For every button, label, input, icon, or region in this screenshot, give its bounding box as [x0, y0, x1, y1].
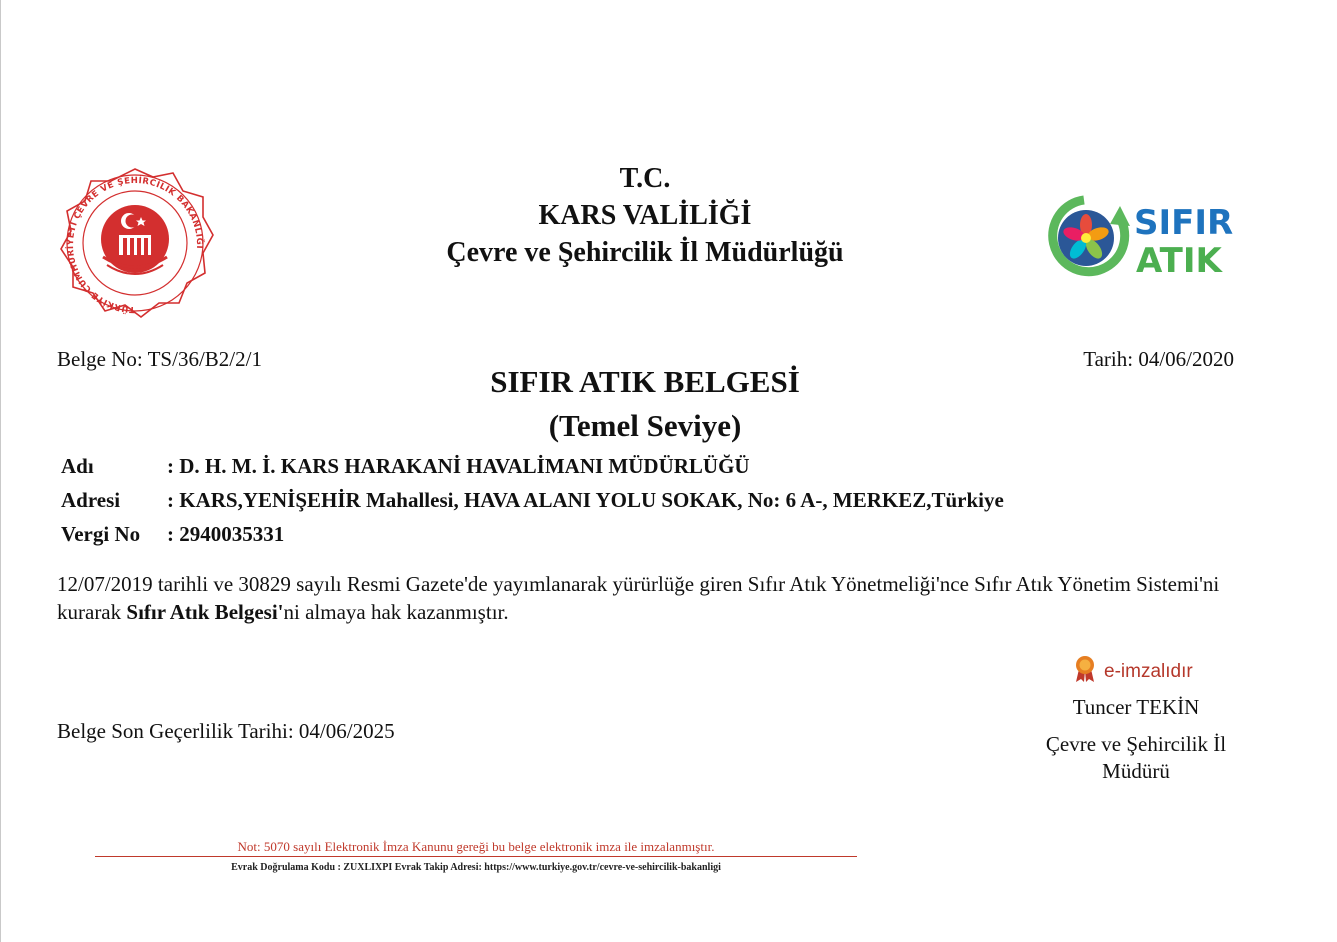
field-tax-number [61, 517, 1004, 551]
field-label: Vergi No [61, 521, 141, 546]
award-ribbon-icon [1074, 655, 1096, 688]
header-line-governorship: KARS VALİLİĞİ [538, 200, 752, 231]
signer-title [1030, 731, 1242, 785]
sifir-atik-logo [1040, 192, 1235, 282]
logo-text-sifir: SIFIR [1134, 203, 1234, 243]
signer-name: Tuncer TEKİN [1072, 695, 1200, 719]
field-value: : 2940035331 [167, 521, 285, 546]
statement-bold: Sıfır Atık Belgesi' [126, 600, 284, 624]
certificate-statement [57, 570, 1237, 626]
field-value: : KARS,YENİŞEHİR Mahallesi, HAVA ALANI YOLU SOKAK, No: 6 A-, MERKEZ,Türkiye [167, 487, 1004, 512]
validity-date: Belge Son Geçerlilik Tarihi: 04/06/2025 [57, 719, 395, 743]
field-name [61, 449, 1004, 483]
statement-part-2: ni almaya hak kazanmıştır. [283, 600, 509, 624]
page-left-border [0, 0, 1, 942]
e-signature-label: e-imzalıdır [1104, 660, 1193, 682]
header-line-tc: T.C. [619, 163, 671, 194]
certificate-level: (Temel Seviye) [548, 408, 742, 443]
document-number: Belge No: TS/36/B2/2/1 [57, 347, 262, 371]
svg-text:TÜRKİYE CUMHURİYETİ ÇEVRE VE Ş: TÜRKİYE CUMHURİYETİ ÇEVRE VE ŞEHİRCİLİK BAKANLIĞI [65, 175, 205, 315]
logo-text-atik: ATIK [1136, 241, 1222, 281]
field-label: Adı [61, 453, 94, 478]
signer-title-line-2: Müdürü [1102, 759, 1170, 783]
header-line-directorate: Çevre ve Şehircilik İl Müdürlüğü [446, 237, 844, 268]
field-value: : D. H. M. İ. KARS HARAKANİ HAVALİMANI MÜDÜRLÜĞÜ [167, 453, 750, 478]
document-date: Tarih: 04/06/2020 [1083, 347, 1234, 371]
verification-footer: Evrak Doğrulama Kodu : ZUXLIXPI Evrak Takip Adresi: https://www.turkiye.gov.tr/cevre-ve-sehircilik-bakanligi [231, 862, 721, 873]
field-label: Adresi [61, 487, 121, 512]
holder-details [61, 449, 1004, 551]
e-signature-badge [1074, 655, 1193, 688]
statement-part-1: 12/07/2019 tarihli ve 30829 sayılı Resmi Gazete'de yayımlanarak yürürlüğe giren Sıfır Atık Yönetmeliği'nce Sıfır Atık Yönetim Sistemi'ni kurarak [57, 572, 1220, 624]
signer-title-line-1: Çevre ve Şehircilik İl [1045, 732, 1227, 756]
certificate-title: SIFIR ATIK BELGESİ [490, 364, 800, 399]
e-signature-law-note: Not: 5070 sayılı Elektronik İmza Kanunu gereği bu belge elektronik imza ile imzalanmıştır. [237, 839, 715, 854]
footer-divider [95, 856, 857, 857]
field-address [61, 483, 1004, 517]
